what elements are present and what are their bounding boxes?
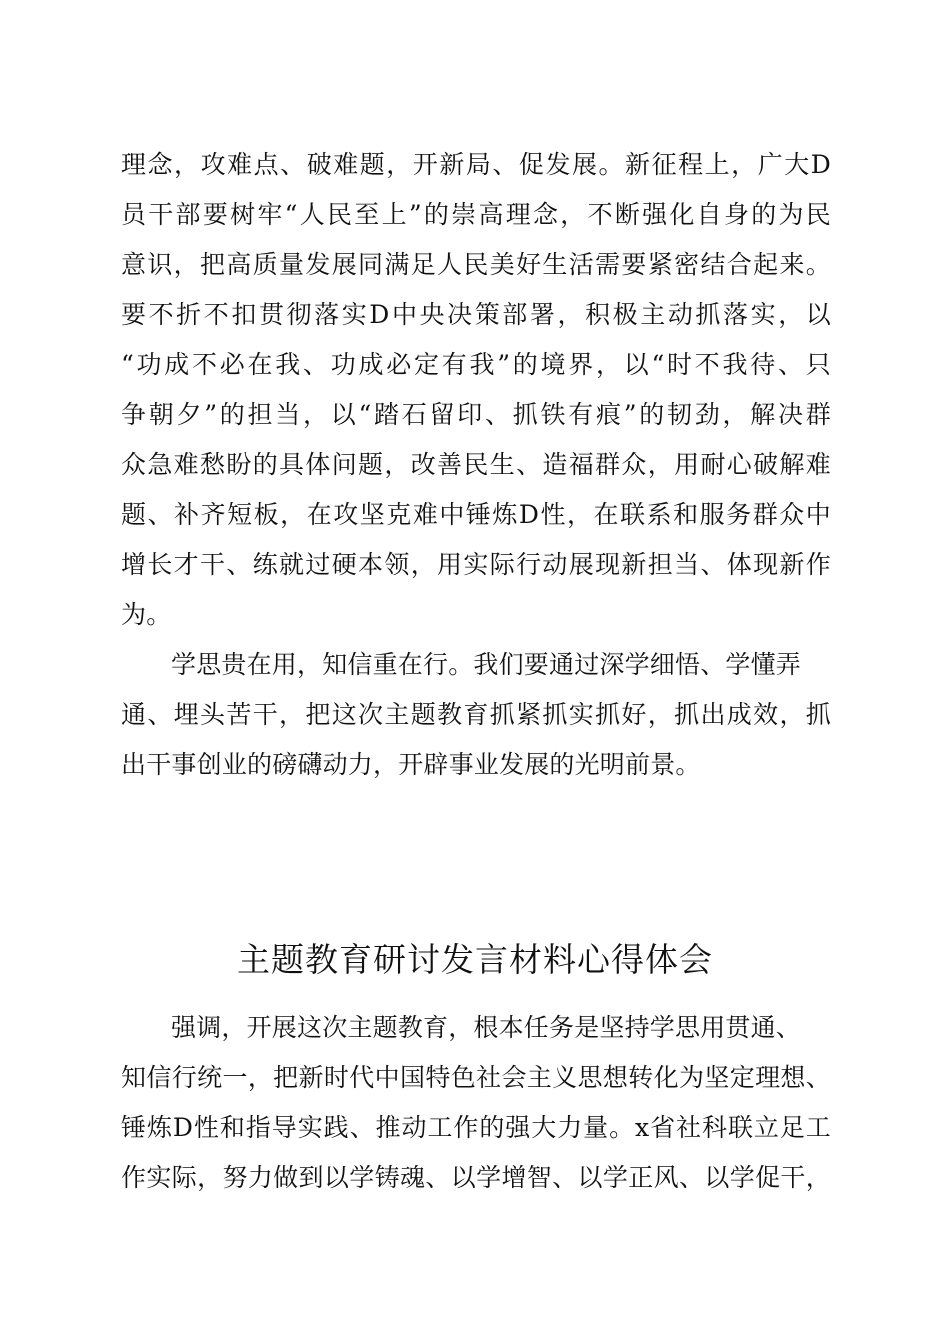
body-text-line: 员干部要树牢“人民至上”的崇高理念，不断强化自身的为民 xyxy=(121,200,831,229)
body-text-line: 题、补齐短板，在攻坚克难中锤炼D性，在联系和服务群众中 xyxy=(121,500,831,529)
body-text-line: 为。 xyxy=(121,600,172,629)
body-text-line: 争朝夕”的担当，以“踏石留印、抓铁有痕”的韧劲，解决群 xyxy=(121,400,831,429)
section-title: 主题教育研讨发言材料心得体会 xyxy=(237,940,713,979)
body-text-line: 知信行统一，把新时代中国特色社会主义思想转化为坚定理想、 xyxy=(121,1063,831,1092)
body-text-line: 要不折不扣贯彻落实D中央决策部署，积极主动抓落实，以 xyxy=(121,300,831,329)
body-text-line: 理念，攻难点、破难题，开新局、促发展。新征程上，广大D xyxy=(121,150,831,179)
body-text-line: 强调，开展这次主题教育，根本任务是坚持学思用贯通、 xyxy=(171,1013,802,1042)
body-text-line: 作实际，努力做到以学铸魂、以学增智、以学正风、以学促干， xyxy=(121,1163,831,1192)
body-text-line: “功成不必在我、功成必定有我”的境界，以“时不我待、只 xyxy=(121,350,831,379)
body-text-line: 学思贵在用，知信重在行。我们要通过深学细悟、学懂弄 xyxy=(171,650,802,679)
body-text-line: 锤炼D性和指导实践、推动工作的强大力量。x省社科联立足工 xyxy=(121,1113,831,1142)
body-text-line: 通、埋头苦干，把这次主题教育抓紧抓实抓好，抓出成效，抓 xyxy=(121,700,831,729)
body-text-line: 意识，把高质量发展同满足人民美好生活需要紧密结合起来。 xyxy=(121,250,831,279)
body-text-line: 增长才干、练就过硬本领，用实际行动展现新担当、体现新作 xyxy=(121,550,831,579)
body-text-line: 出干事创业的磅礴动力，开辟事业发展的光明前景。 xyxy=(121,750,701,779)
body-text-line: 众急难愁盼的具体问题，改善民生、造福群众，用耐心破解难 xyxy=(121,450,831,479)
